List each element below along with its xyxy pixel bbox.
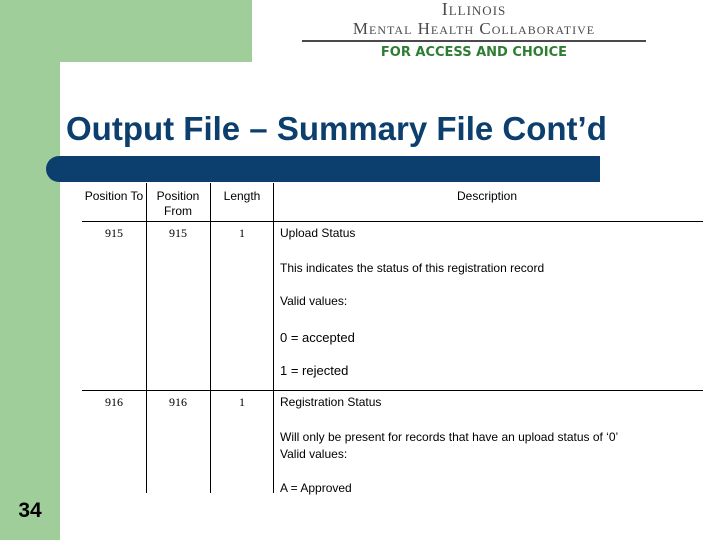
row-length: 1 (239, 395, 245, 409)
title-underline-bar (46, 156, 600, 182)
header-position-to: Position To (84, 189, 144, 203)
logo-line-2: Mental Health Collaborative (352, 19, 596, 38)
row-position-to: 915 (105, 226, 123, 240)
row-position-to: 916 (105, 395, 123, 409)
logo-rule (302, 40, 646, 42)
logo-line-1: Illinois (441, 0, 507, 19)
row-description-line: Will only be present for records that have an upload status of ‘0’ (280, 430, 619, 444)
row-length: 1 (239, 226, 245, 240)
slide-number: 34 (18, 499, 42, 522)
header-position-from: Position From (156, 189, 200, 218)
table-col-divider (146, 183, 147, 493)
table-row-divider (82, 390, 703, 391)
row-description-line: Valid values: (280, 447, 348, 461)
green-left-band (0, 0, 60, 540)
row-description-line: A = Approved (280, 481, 352, 495)
collaborative-logo (298, 0, 650, 64)
row-position-from: 915 (169, 226, 187, 240)
table-row-divider (82, 221, 703, 222)
header-description: Description (456, 189, 518, 203)
header-length: Length (223, 189, 261, 203)
logo-line-3: FOR ACCESS AND CHOICE (380, 45, 568, 60)
row-description-line: Registration Status (280, 395, 382, 409)
table-col-divider (273, 183, 274, 493)
slide-title: Output File – Summary File Cont’d (66, 110, 607, 147)
row-description-line: 0 = accepted (280, 330, 355, 345)
row-position-from: 916 (169, 395, 187, 409)
row-description-line: This indicates the status of this registration record (280, 261, 545, 275)
table-col-divider (210, 183, 211, 493)
row-description-line: Valid values: (280, 294, 348, 308)
row-description-line: 1 = rejected (280, 363, 349, 378)
row-description-line: Upload Status (280, 226, 356, 240)
